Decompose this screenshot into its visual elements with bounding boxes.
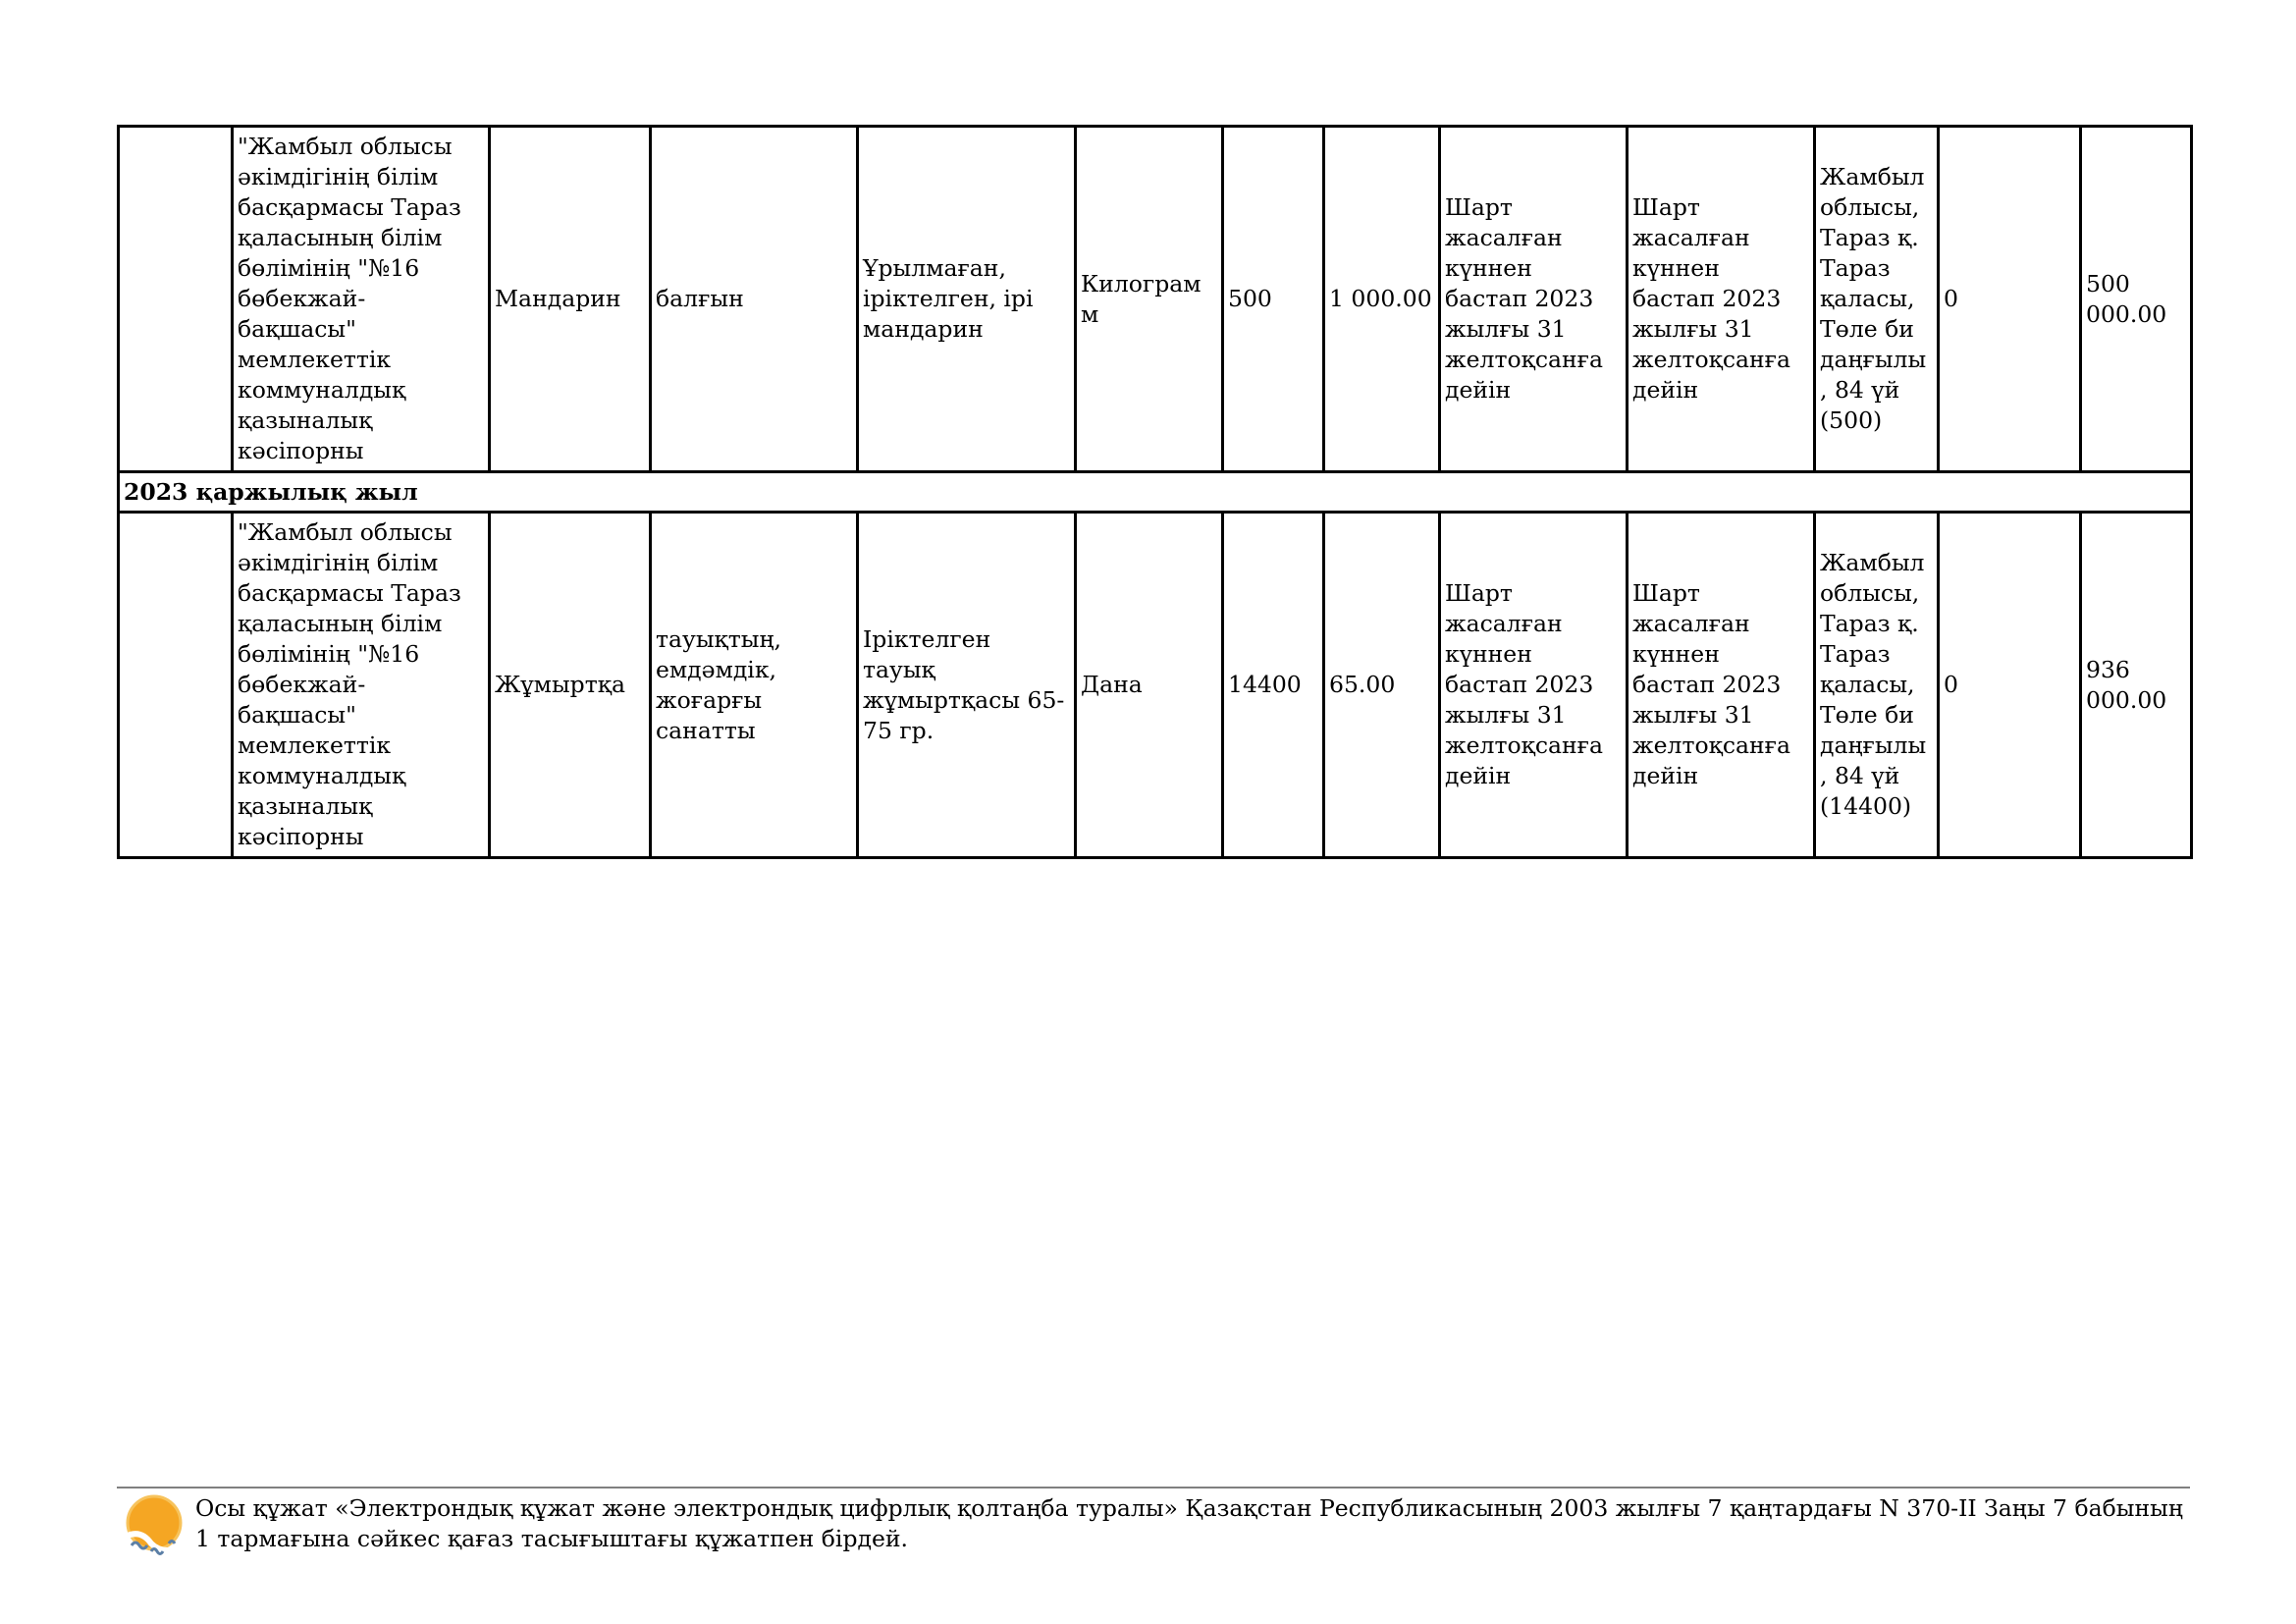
product-type-cell: балғын: [651, 127, 858, 472]
delivery-address-cell: Жамбыл облысы, Тараз қ. Тараз қаласы, Төле би даңғылы, 84 үй (14400): [1815, 513, 1939, 858]
row-number-cell: [119, 127, 233, 472]
delivery-address-cell: Жамбыл облысы, Тараз қ. Тараз қаласы, Төле би даңғылы, 84 үй (500): [1815, 127, 1939, 472]
product-description-cell: Іріктелген тауық жұмыртқасы 65-75 гр.: [858, 513, 1076, 858]
unit-cell: Дана: [1076, 513, 1223, 858]
customer-cell: "Жамбыл облысы әкімдігінің білім басқармасы Тараз қаласының білім бөлімінің "№16 бөбекжай-бақшасы" мемлекеттік коммуналдық қазыналық кәсіпорны: [233, 127, 490, 472]
advance-cell: 0: [1939, 513, 2081, 858]
fiscal-year-heading: 2023 қаржылық жыл: [119, 472, 2192, 513]
section-row: [119, 472, 2192, 513]
quantity-cell: 500: [1223, 127, 1324, 472]
total-amount-cell: 500 000.00: [2081, 127, 2192, 472]
product-name-cell: Мандарин: [490, 127, 651, 472]
product-name-cell: Жұмыртқа: [490, 513, 651, 858]
product-description-cell: Ұрылмаған, іріктелген, ірі мандарин: [858, 127, 1076, 472]
unit-cell: Килограмм: [1076, 127, 1223, 472]
row-number-cell: [119, 513, 233, 858]
delivery-term-cell: Шарт жасалған күннен бастап 2023 жылғы 31 желтоқсанға дейін: [1440, 513, 1628, 858]
customer-cell: "Жамбыл облысы әкімдігінің білім басқармасы Тараз қаласының білім бөлімінің "№16 бөбекжай-бақшасы" мемлекеттік коммуналдық қазыналық кәсіпорны: [233, 513, 490, 858]
legal-notice-text: Осы құжат «Электрондық құжат және электрондық цифрлық қолтаңба туралы» Қазақстан Республикасының 2003 жылғы 7 қаңтардағы N 370-II Заңы 7 бабының 1 тармағына сәйкес қағаз тасығыштағы құжатпен бірдей.: [195, 1494, 2183, 1552]
quantity-cell: 14400: [1223, 513, 1324, 858]
egov-sun-logo-icon: [122, 1492, 187, 1557]
advance-cell: 0: [1939, 127, 2081, 472]
procurement-table: [117, 125, 2193, 859]
contract-term-cell: Шарт жасалған күннен бастап 2023 жылғы 31 желтоқсанға дейін: [1628, 127, 1815, 472]
unit-price-cell: 65.00: [1324, 513, 1440, 858]
product-type-cell: тауықтың, емдәмдік, жоғарғы санатты: [651, 513, 858, 858]
contract-term-cell: Шарт жасалған күннен бастап 2023 жылғы 31 желтоқсанға дейін: [1628, 513, 1815, 858]
delivery-term-cell: Шарт жасалған күннен бастап 2023 жылғы 31 желтоқсанға дейін: [1440, 127, 1628, 472]
total-amount-cell: 936 000.00: [2081, 513, 2192, 858]
table-row: [119, 513, 2192, 858]
table-row: [119, 127, 2192, 472]
footer-divider: [117, 1487, 2190, 1489]
unit-price-cell: 1 000.00: [1324, 127, 1440, 472]
